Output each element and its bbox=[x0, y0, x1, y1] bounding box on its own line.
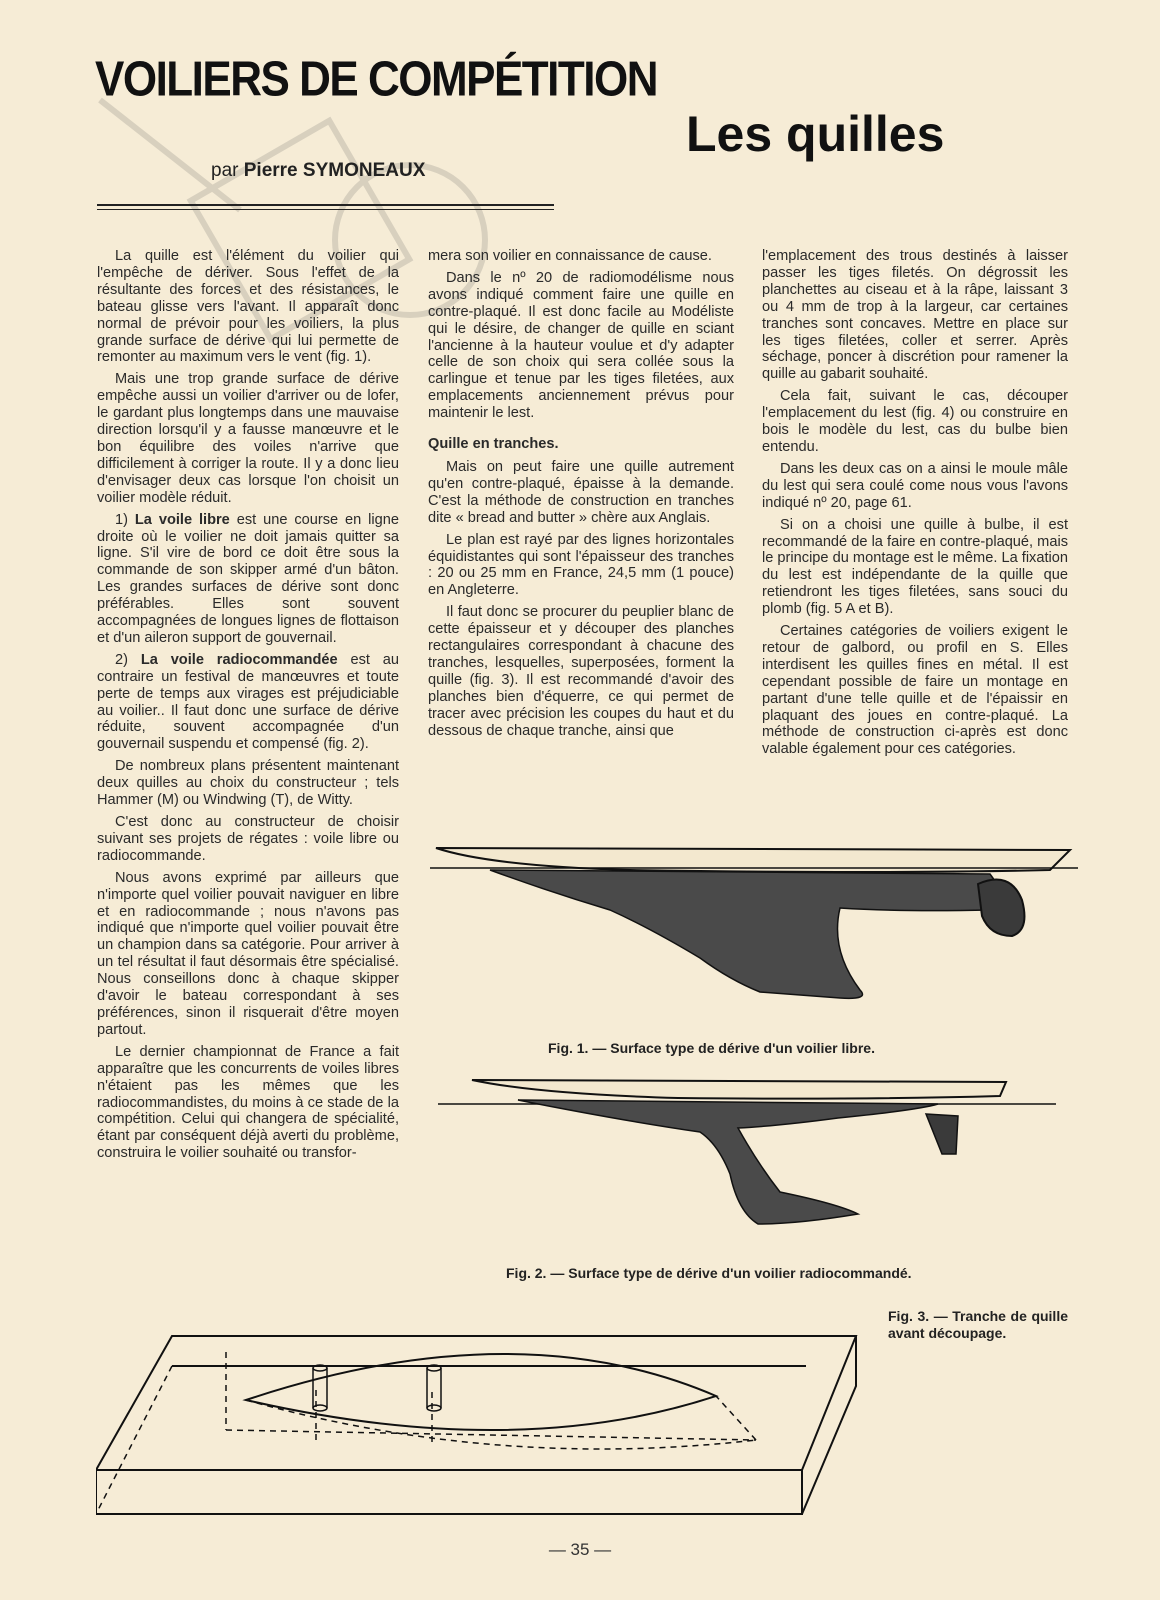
series-title: VOILIERS DE COMPÉTITION bbox=[95, 52, 657, 107]
paragraph: Cela fait, suivant le cas, découper l'emplacement du lest (fig. 4) ou construire en bois le modèle du lest, cas du bulbe bien entendu. bbox=[762, 388, 1068, 455]
figure-1-caption: Fig. 1. — Surface type de dérive d'un voilier libre. bbox=[548, 1040, 875, 1056]
text-column-2 bbox=[428, 248, 734, 744]
article-title: Les quilles bbox=[686, 106, 945, 162]
byline-prefix: par bbox=[211, 160, 239, 181]
paragraph: C'est donc au constructeur de choisir suivant ses projets de régates : voile libre ou radiocommande. bbox=[97, 814, 399, 864]
paragraph: Dans le nº 20 de radiomodélisme nous avons indiqué comment faire une quille en contre-plaqué. Il est donc facile au Modéliste qui le désire, de changer de quille en sciant l'ancienne à la hauteur voulue et d'y adapter celle de son choix qui sera collée sous la carlingue et tenue par les tiges filetées, aux emplacements anciennement prévus pour maintenir le lest. bbox=[428, 269, 734, 422]
section-heading: Quille en tranches. bbox=[428, 436, 559, 453]
paragraph: Le dernier championnat de France a fait apparaître que les concurrents de voiles libres n'étaient pas les mêmes que les radiocommandistes, du moins à ce stade de la compétition. Celui qui changera de spécialité, étant par conséquent déjà averti du problème, construira le voilier souhaité ou transfor- bbox=[97, 1043, 399, 1162]
paragraph: Le plan est rayé par des lignes horizontales équidistantes qui sont l'épaisseur des tranches : 20 ou 25 mm en France, 24,5 mm (1 pouce) en Angleterre. bbox=[428, 531, 734, 599]
paragraph: Dans les deux cas on a ainsi le moule mâle du lest qui sera coulé come nous vous l'avons indiqué nº 20, page 61. bbox=[762, 460, 1068, 511]
paragraph: Si on a choisi une quille à bulbe, il est recommandé de la faire en contre-plaqué, mais le principe du montage est le même. La fixation du lest est indépendante de la quille que retiendront les tiges filetées, sans souci du plomb (fig. 5 A et B). bbox=[762, 516, 1068, 618]
paragraph: mera son voilier en connaissance de cause. bbox=[428, 248, 712, 264]
paragraph: La quille est l'élément du voilier qui l'empêche de dériver. Sous l'effet de la résultante des forces et des résistances, le bateau glisse vers l'avant. Il apparaît donc normal de prévoir pour les voiliers, la plus grande surface de dérive qui lui permette de remonter au maximum vers le vent (fig. 1). bbox=[97, 248, 399, 366]
paragraph: Mais une trop grande surface de dérive empêche aussi un voilier d'arriver ou de lofer, le gardant plus longtemps dans une mauvaise direction lorsqu'il y a fausse manœuvre et le bon équilibre des voiles n'arrive que difficilement à corriger la route. Il y a donc lieu d'envisager deux cas lorsque l'on choisit un voilier modèle réduit. bbox=[97, 371, 399, 506]
figure-3-caption: Fig. 3. — Tranche de quille avant découpage. bbox=[888, 1308, 1068, 1341]
paragraph: Il faut donc se procurer du peuplier blanc de cette épaisseur et y découper des planches rectangulaires correspondant à chacune des tranches, lesquelles, superposées, forment la quille (fig. 3). Il est recommandé d'avoir des planches bien d'équerre, ce qui permet de tracer avec précision les coupes du haut et du dessous de chaque tranche, ainsi que bbox=[428, 604, 734, 739]
header-rule-thin bbox=[97, 209, 554, 210]
list-item-voile-libre: 1) La voile libre est une course en ligne droite où le voilier ne doit jamais quitter sa ligne. S'il vire de bord ce doit être sous la commande de son skipper armé d'un bâton. Les grandes surfaces de dérive sont donc préférables. Elles sont souvent accompagnées de longues lignes de flottaison et d'un aileron support de gouvernail. bbox=[97, 511, 400, 646]
text-column-1 bbox=[97, 248, 399, 1167]
byline bbox=[211, 160, 425, 182]
paragraph: l'emplacement des trous destinés à laisser passer les tiges filetés. On dégrossit les planchettes au ciseau et à la râpe, laissant 3 ou 4 mm de trop à la largeur, car certaines tranches sont concaves. Mettre en place sur les tiges filetées, coller et serrer. Après séchage, poncer à discrétion pour ramener la quille au gabarit souhaité. bbox=[762, 248, 1068, 383]
figure-3-keel-slice bbox=[96, 1330, 866, 1520]
paragraph: Certaines catégories de voiliers exigent le retour de galbord, ou profil en S. Elles interdisent les quilles fines en métal. Il est cependant possible de faire un montage en partant d'une telle quille et de l'épaissir en plaquant des joues en contre-plaqué. La méthode de construction ci-après est donc valable également pour ces catégories. bbox=[762, 623, 1068, 758]
author-name: Pierre SYMONEAUX bbox=[243, 160, 426, 181]
text-column-3 bbox=[762, 248, 1068, 763]
paragraph: De nombreux plans présentent maintenant deux quilles au choix du constructeur ; tels Hammer (M) ou Windwing (T), de Witty. bbox=[97, 758, 399, 809]
paragraph: Mais on peut faire une quille autrement qu'en contre-plaqué, épaisse à la demande. C'est la méthode de construction en tranches dite « bread and butter » chère aux Anglais. bbox=[428, 458, 734, 526]
figure-1-free-sailing-keel bbox=[430, 840, 1080, 1040]
figure-2-radio-keel bbox=[438, 1074, 1058, 1254]
figure-2-caption: Fig. 2. — Surface type de dérive d'un voilier radiocommandé. bbox=[506, 1265, 912, 1281]
paragraph: Nous avons exprimé par ailleurs que n'importe quel voilier pouvait naviguer en libre et en radiocommande ; nous n'avons pas indiqué que n'importe quel voilier pouvait être un champion dans sa catégorie. Pour arriver à un tel résultat il faut désormais être spécialisé. Nous conseillons donc à chaque skipper d'avoir le bateau correspondant à ses préférences, sinon il risquerait d'être moyen partout. bbox=[97, 869, 399, 1038]
list-item-voile-radio: 2) La voile radiocommandée est au contraire un festival de manœuvres et toute perte de temps aux virages est préjudiciable au voilier.. Il faut donc une surface de dérive réduite, souvent accompagnée d'un gouvernail suspendu et compensé (fig. 2). bbox=[97, 651, 399, 753]
header-rule bbox=[97, 204, 554, 206]
page-number: — 35 — bbox=[548, 1540, 612, 1559]
